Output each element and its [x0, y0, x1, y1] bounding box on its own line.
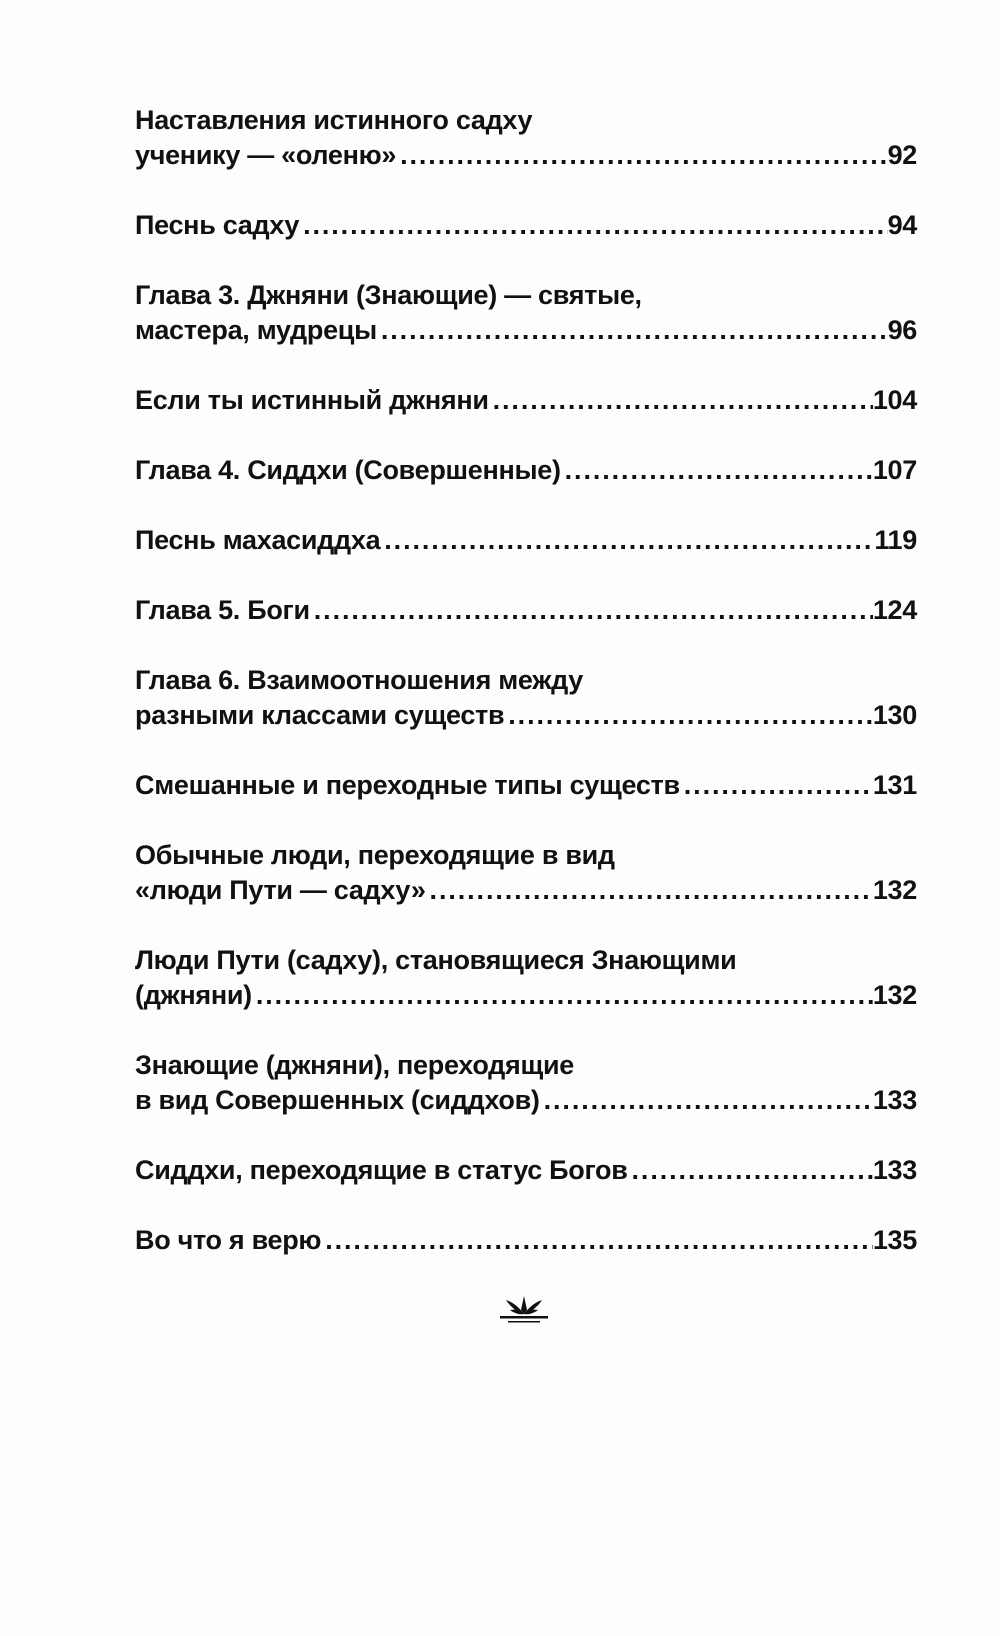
toc-entry-title: Знающие (джняни), переходящие: [135, 1050, 574, 1080]
toc-entry-line: [135, 278, 917, 313]
toc-entry-title: «люди Пути — садху»: [135, 875, 426, 905]
dot-leader: [628, 1153, 873, 1188]
toc-entry-title: Песнь садху: [135, 210, 300, 240]
toc-page-number: 96: [887, 315, 917, 345]
toc-page-number: 132: [872, 875, 917, 905]
dot-leader: [299, 208, 888, 243]
toc-entry: [135, 453, 917, 488]
dot-leader: [380, 523, 874, 558]
toc-entry-line: [135, 943, 917, 978]
dot-leader: [321, 1223, 873, 1258]
toc-entry-line: [135, 383, 917, 418]
toc-entry-line: [135, 1153, 917, 1188]
toc-entry: [135, 663, 917, 733]
toc-page-number: 94: [887, 210, 917, 240]
toc-page-number: 104: [872, 385, 917, 415]
toc-entry-title: (джняни): [135, 980, 252, 1010]
toc-page-number: 107: [872, 455, 917, 485]
toc-entry-title: Сиддхи, переходящие в статус Богов: [135, 1155, 628, 1185]
toc-entry-line: [135, 453, 917, 488]
toc-entry: [135, 593, 917, 628]
toc-entry-title: Обычные люди, переходящие в вид: [135, 840, 615, 870]
toc-entry-line: [135, 103, 917, 138]
toc-entry-line: [135, 1048, 917, 1083]
toc-entry-title: Наставления истинного садху: [135, 105, 533, 135]
toc-entry: [135, 768, 917, 803]
toc-entry: [135, 278, 917, 348]
toc-page-number: 92: [887, 140, 917, 170]
toc-entry-title: Люди Пути (садху), становящиеся Знающими: [135, 945, 737, 975]
toc-page-number: 133: [872, 1155, 917, 1185]
toc-entry-title: разными классами существ: [135, 700, 505, 730]
toc-entry: [135, 1153, 917, 1188]
toc-page-number: 133: [872, 1085, 917, 1115]
toc-page-number: 132: [872, 980, 917, 1010]
toc-page-number: 131: [872, 770, 917, 800]
toc-entry: [135, 1048, 917, 1118]
toc-entry: [135, 103, 917, 173]
toc-entry: [135, 1223, 917, 1258]
toc-entry-line: [135, 523, 917, 558]
toc-entry-title: Глава 5. Боги: [135, 595, 310, 625]
toc-page-number: 124: [872, 595, 917, 625]
toc-page-number: 130: [872, 700, 917, 730]
lotus-ornament-icon: [498, 1292, 550, 1326]
toc-entry-line: [135, 873, 917, 908]
toc-entry-line: [135, 593, 917, 628]
toc-entry-title: Глава 3. Джняни (Знающие) — святые,: [135, 280, 642, 310]
toc-entry-line: [135, 208, 917, 243]
toc-entry-line: [135, 978, 917, 1013]
toc-page-number: 135: [872, 1225, 917, 1255]
toc-entry-line: [135, 1223, 917, 1258]
toc-entry-title: Глава 6. Взаимоотношения между: [135, 665, 583, 695]
dot-leader: [489, 383, 873, 418]
toc-entry-line: [135, 138, 917, 173]
dot-leader: [680, 768, 873, 803]
toc-entry-line: [135, 663, 917, 698]
dot-leader: [426, 873, 873, 908]
toc-entry-line: [135, 838, 917, 873]
toc-entry-line: [135, 698, 917, 733]
toc-entry-line: [135, 1083, 917, 1118]
toc-entry-line: [135, 768, 917, 803]
dot-leader: [504, 698, 873, 733]
toc-entry-title: ученику — «оленю»: [135, 140, 397, 170]
toc-entry-title: Глава 4. Сиддхи (Совершенные): [135, 455, 561, 485]
toc-entry-title: Смешанные и переходные типы существ: [135, 770, 680, 800]
dot-leader: [310, 593, 873, 628]
dot-leader: [252, 978, 873, 1013]
toc-entry: [135, 838, 917, 908]
toc-entry: [135, 523, 917, 558]
dot-leader: [377, 313, 888, 348]
dot-leader: [396, 138, 887, 173]
toc-entry: [135, 208, 917, 243]
toc-entry-title: мастера, мудрецы: [135, 315, 377, 345]
toc-entry-title: Песнь махасиддха: [135, 525, 381, 555]
toc-entry: [135, 943, 917, 1013]
dot-leader: [561, 453, 873, 488]
toc-entry-line: [135, 313, 917, 348]
toc-entry-title: Во что я верю: [135, 1225, 322, 1255]
table-of-contents: [135, 103, 917, 1293]
toc-page-number: 119: [874, 525, 917, 555]
toc-entry-title: Если ты истинный джняни: [135, 385, 489, 415]
toc-entry: [135, 383, 917, 418]
dot-leader: [540, 1083, 873, 1118]
toc-entry-title: в вид Совершенных (сиддхов): [135, 1085, 540, 1115]
